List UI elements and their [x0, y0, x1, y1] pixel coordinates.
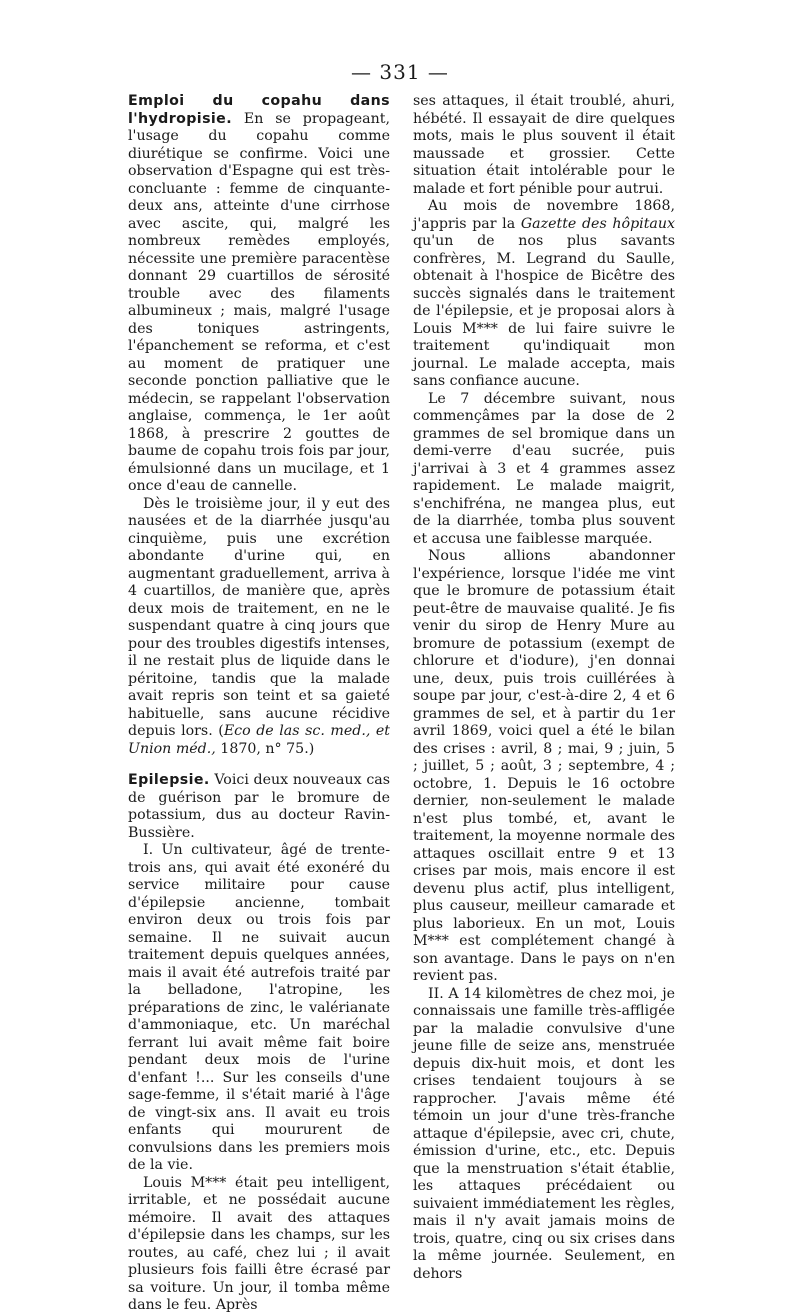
- right-paragraph-2: [413, 198, 675, 391]
- right-paragraph-1: ses attaques, il était troublé, ahuri, hébété. Il essayait de dire quelques mots, mais le plus souvent il était maussade et grossier. Cette situation était intolérable pour le malade et fort pénible pour autrui.: [413, 93, 675, 197]
- journal-title: Gazette des hôpitaux: [520, 215, 675, 232]
- louis-paragraph: Louis M*** était peu intelligent, irritable, et ne possédait aucune mémoire. Il avait des attaques d'épilepsie dans les champs, sur les routes, au café, chez lui ; il avait plusieurs fois failli être écrasé par sa voiture. Un jour, il tomba même dans le feu. Après: [128, 1174, 390, 1313]
- copahu-citation-tail: 1870, n° 75.): [215, 740, 315, 757]
- copahu-heading: Emploi du copahu dans l'hydropisie.: [128, 93, 390, 127]
- left-column: [128, 93, 390, 1315]
- epilepsie-heading: Epilepsie.: [128, 772, 210, 788]
- copahu-text: En se propageant, l'usage du copahu comme diurétique se confirme. Voici une observation d'Espagne qui est très-concluante : femme de cinquante-deux ans, atteinte d'une cirrhose avec ascite, qui, malgré les nombreux remèdes employés, nécessite une première paracentèse donnant 29 cuartillos de sérosité trouble avec des filaments albumineux ; mais, malgré l'usage des toniques astringents, l'épanchement se reforma, et c'est au moment de pratiquer une seconde ponction palliative que le médecin, se rappelant l'observation anglaise, commença, le 1er août 1868, à prescrire 2 gouttes de baume de copahu trois fois par jour, émulsionné dans un mucilage, et 1 once d'eau de cannelle.: [128, 110, 390, 494]
- copahu-paragraph-2: [128, 496, 390, 759]
- copahu-paragraph: [128, 93, 390, 496]
- p2-post: qu'un de nos plus savants confrères, M. Legrand du Saulle, obtenait à l'hospice de Bicêtre des succès signalés dans le traitement de l'épilepsie, et je proposai alors à Louis M*** de lui faire suivre le traitement qu'indiquait mon journal. Le malade accepta, mais sans confiance aucune.: [413, 233, 675, 389]
- right-column: [413, 93, 675, 1283]
- copahu-citation: Eco de las sc. med., et Union méd.,: [128, 723, 390, 757]
- epilepsie-paragraph: [128, 772, 390, 842]
- copahu-p2-text: Dès le troisième jour, il y eut des nausées et de la diarrhée jusqu'au cinquième, puis une excrétion abondante d'urine qui, en augmentant graduellement, arriva à 4 cuartillos, de manière que, après deux mois de traitement, en ne le suspendant quatre à cinq jours que pour des troubles digestifs intenses, il ne restait plus de liquide dans le péritoine, tandis que la malade avait repris son teint et sa gaieté habituelle, sans aucune récidive depuis lors. (: [128, 495, 390, 739]
- right-paragraph-5: II. A 14 kilomètres de chez moi, je connaissais une famille très-affligée par la maladie convulsive d'une jeune fille de seize ans, menstruée depuis dix-huit mois, et dont les crises tendaient toujours à se rapprocher. J'avais même été témoin un jour d'une très-franche attaque d'épilepsie, avec cri, chute, émission d'urine, etc., etc. Depuis que la menstruation s'était établie, les attaques précédaient ou suivaient immédiatement les règles, mais il n'y avait jamais moins de trois, quatre, cinq ou six crises dans la même journée. Seulement, en dehors: [413, 985, 675, 1282]
- case-1-paragraph: I. Un cultivateur, âgé de trente-trois ans, qui avait été exonéré du service militaire pour cause d'épilepsie ancienne, tombait environ deux ou trois fois par semaine. Il ne suivait aucun traitement depuis quelques années, mais il avait été autrefois traité par la belladone, l'atropine, les préparations de zinc, le valérianate d'ammoniaque, etc. Un maréchal ferrant lui avait même fait boire pendant deux mois de l'urine d'enfant !... Sur les conseils d'une sage-femme, il s'était marié à l'âge de vingt-six ans. Il avait eu trois enfants qui moururent de convulsions dans les premiers mois de la vie.: [128, 842, 390, 1173]
- p2-pre: Au mois de novembre 1868, j'appris par la: [413, 198, 675, 232]
- right-paragraph-3: Le 7 décembre suivant, nous commençâmes par la dose de 2 grammes de sel bromique dans un demi-verre d'eau sucrée, puis j'arrivai à 3 et 4 grammes assez rapidement. Le malade maigrit, s'enchifréna, ne mangea plus, eut de la diarrhée, tomba plus souvent et accusa une faiblesse marquée.: [413, 390, 675, 547]
- page-number: — 331 —: [351, 60, 449, 84]
- epilepsie-text: Voici deux nouveaux cas de guérison par le bromure de potassium, dus au docteur Ravin-Bussière.: [128, 772, 390, 841]
- right-paragraph-4: Nous allions abandonner l'expérience, lorsque l'idée me vint que le bromure de potassium était peut-être de mauvaise qualité. Je fis venir du sirop de Henry Mure au bromure de potassium (exempt de chlorure et d'iodure), j'en donnai une, deux, puis trois cuillérées à soupe par jour, c'est-à-dire 2, 4 et 6 grammes de sel, et à partir du 1er avril 1869, voici quel a été le bilan des crises : avril, 8 ; mai, 9 ; juin, 5 ; juillet, 5 ; août, 3 ; septembre, 4 ; octobre, 1. Depuis le 16 octobre dernier, non-seulement le malade n'est plus tombé, et, avant le traitement, la moyenne normale des attaques oscillait entre 9 et 13 crises par mois, mais encore il est devenu plus actif, plus intelligent, plus causeur, meilleur camarade et plus laborieux. En un mot, Louis M*** est complétement changé à son avantage. Dans le pays on n'en revient pas.: [413, 548, 675, 984]
